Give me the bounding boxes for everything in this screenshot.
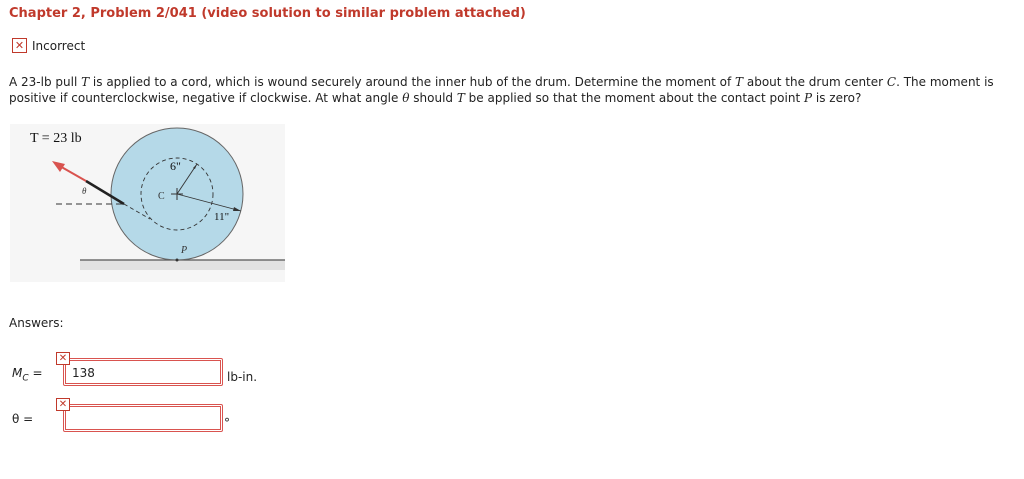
outer-radius-label: 11" [214,211,230,223]
incorrect-x-icon: ✕ [56,398,70,411]
mc-label: $M_C$ = [12,366,43,384]
ground [80,260,285,270]
angle-label: θ [82,186,87,196]
status-text: Incorrect [32,38,86,53]
mc-unit: lb-in. [227,370,258,384]
answer-row-theta [12,398,230,432]
force-label: T = 23 lb [30,131,82,146]
drum-diagram [10,124,285,282]
var-T: T [735,75,744,89]
answer-row-mc [12,352,258,386]
answers-label: Answers: [9,316,64,330]
var-T: T [456,91,465,105]
var-T: T [81,75,90,89]
degree-unit: ° [224,416,230,430]
page-title: Chapter 2, Problem 2/041 (video solution to similar problem attached) [9,6,526,21]
var-C: C [886,75,897,89]
drum-figure [10,124,285,282]
center-label: C [158,191,165,202]
inner-radius-label: 6" [170,159,181,173]
contact-point [176,259,179,262]
status-indicator [12,38,85,53]
contact-label: P [181,245,188,256]
var-P: P [803,91,813,105]
theta-answer-input[interactable] [63,404,223,432]
incorrect-x-icon: ✕ [56,352,70,365]
incorrect-x-icon: ✕ [12,38,27,53]
var-theta: θ [402,91,410,105]
problem-statement: A 23-lb pull T is applied to a cord, which is wound securely around the inner hub of the drum. Determine the moment of T about the drum center C. The moment is positive if counterclockwise, negative if clockwise. At what angle θ should T be applied so that the moment about the contact point P is zero? [9,75,994,105]
theta-label: θ = [12,412,34,426]
mc-answer-input[interactable] [63,358,223,386]
